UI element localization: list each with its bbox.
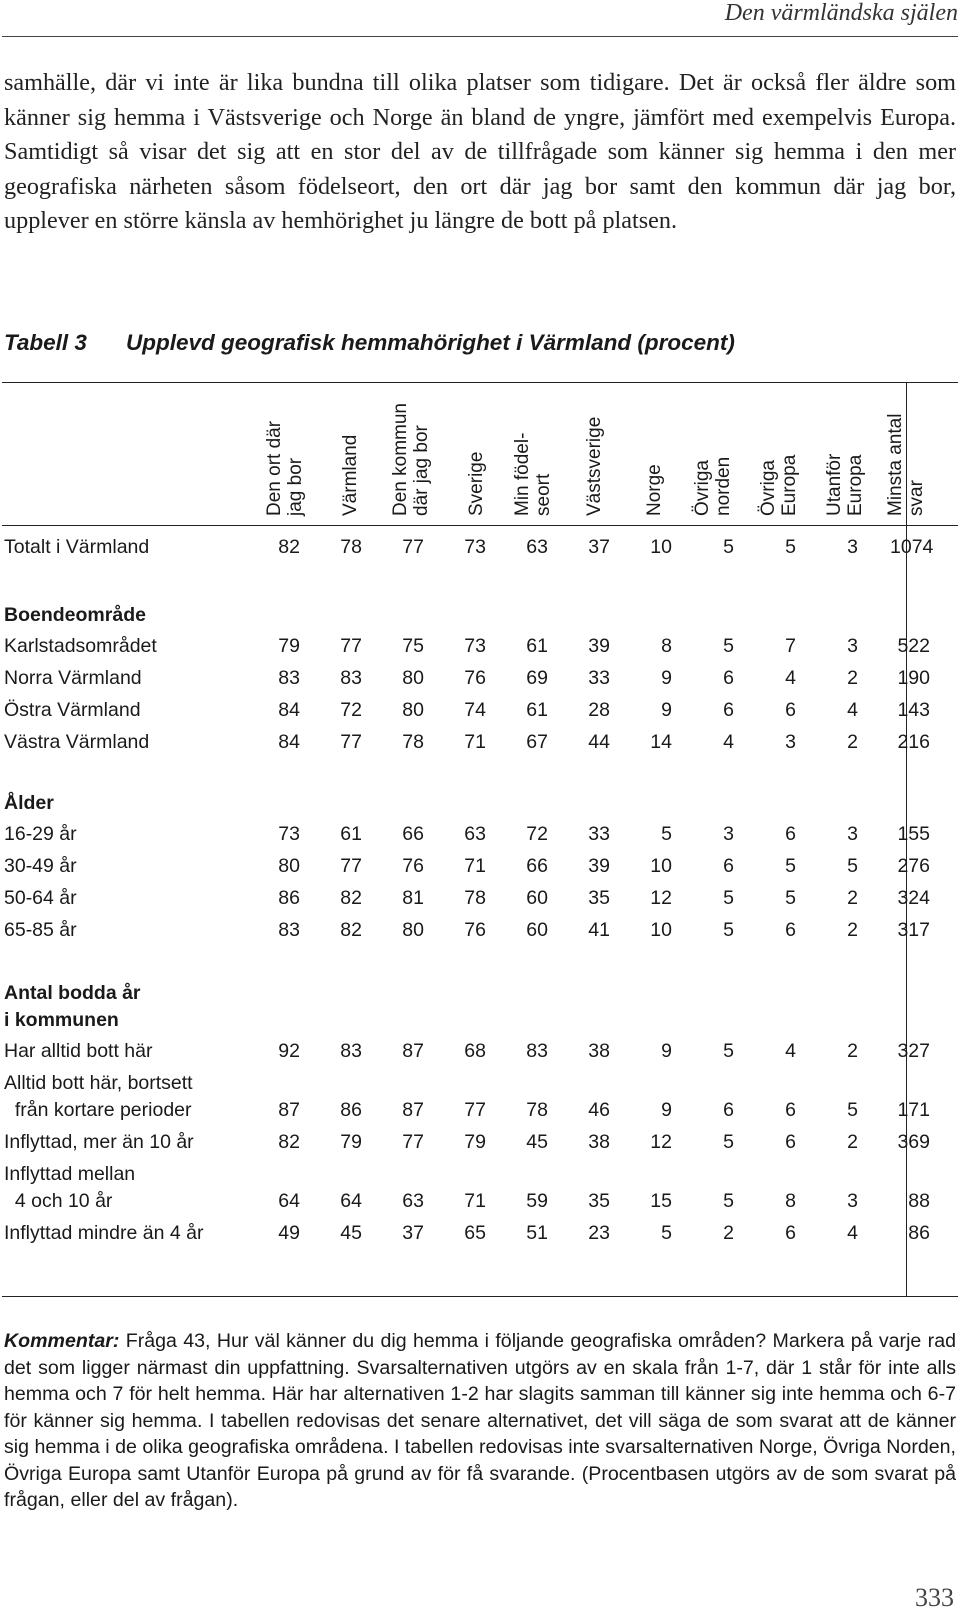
table-cell: 83	[340, 667, 362, 689]
table-cell: 2	[847, 1131, 858, 1153]
row-label: 16-29 år	[4, 823, 77, 845]
table-cell: 80	[402, 667, 424, 689]
table-cell: 6	[785, 823, 796, 845]
table-cell: 73	[278, 823, 300, 845]
table-cell: 71	[464, 731, 486, 753]
page-number: 333	[915, 1583, 954, 1612]
table-cell: 78	[526, 1099, 548, 1121]
table-cell: 10	[650, 919, 672, 941]
column-header	[466, 452, 487, 516]
table-cell: 67	[526, 731, 548, 753]
table-cell: 4	[723, 731, 734, 753]
table-cell: 3	[847, 823, 858, 845]
table-cell: 6	[785, 1131, 796, 1153]
table-cell: 37	[402, 1222, 424, 1244]
row-label: Karlstadsområdet	[4, 635, 157, 657]
table-cell: 6	[723, 667, 734, 689]
table-cell: 66	[402, 823, 424, 845]
table-cell: 38	[588, 1040, 610, 1062]
table-cell: 6	[723, 1099, 734, 1121]
column-header-line: norden	[713, 456, 734, 516]
table-cell: 65	[464, 1222, 486, 1244]
table-cell: 41	[588, 919, 610, 941]
row-label: Inflyttad mindre än 4 år	[4, 1222, 204, 1244]
table-cell: 12	[650, 1131, 672, 1153]
column-header	[584, 417, 605, 516]
row-label: Västra Värmland	[4, 731, 150, 753]
table-cell: 78	[402, 731, 424, 753]
table-cell: 9	[661, 699, 672, 721]
table-cell: 190	[897, 667, 930, 689]
table-cell: 69	[526, 667, 548, 689]
table-cell: 5	[661, 823, 672, 845]
table-cell: 15	[650, 1190, 672, 1212]
table-cell: 4	[847, 699, 858, 721]
table-cell: 49	[278, 1222, 300, 1244]
column-header-line: Övriga	[758, 460, 779, 516]
table-cell: 1074	[890, 536, 934, 558]
table-cell: 82	[278, 536, 300, 558]
table-cell: 81	[402, 887, 424, 909]
table-cell: 82	[278, 1131, 300, 1153]
table-cell: 5	[723, 536, 734, 558]
table-cell: 60	[526, 887, 548, 909]
table-cell: 75	[402, 635, 424, 657]
table-cell: 327	[897, 1040, 930, 1062]
table-caption-title: Upplevd geografisk hemmahörighet i Värmland (procent)	[126, 330, 735, 355]
row-label: Har alltid bott här	[4, 1040, 153, 1062]
intro-paragraph: samhälle, där vi inte är lika bundna till olika platser som tidigare. Det är också fler äldre som känner sig hemma i Västsverige och Norge än bland de yngre, jämfört med exempelvis Europa. Samtidigt så visar det sig att en stor del av de tillfrågade som känner sig hemma i den mer geografiska närheten såsom födelseort, den ort där jag bor samt den kommun där jag bor, upplever en större känsla av hemhörighet ju längre de bott på platsen.	[4, 69, 956, 235]
table-cell: 5	[723, 887, 734, 909]
table-cell: 35	[588, 1190, 610, 1212]
table-cell: 45	[526, 1131, 548, 1153]
table-cell: 6	[785, 919, 796, 941]
row-label: Östra Värmland	[4, 699, 141, 721]
table-cell: 77	[340, 635, 362, 657]
table-cell: 5	[785, 536, 796, 558]
table-cell: 216	[897, 731, 930, 753]
table-cell: 5	[723, 1131, 734, 1153]
column-header-line: Norge	[644, 464, 665, 516]
table-row	[0, 853, 960, 880]
column-header-line: seort	[533, 473, 554, 516]
table-cell: 6	[723, 855, 734, 877]
table-cell: 77	[402, 1131, 424, 1153]
column-header-line: Minsta antal	[885, 413, 906, 516]
table-caption	[4, 330, 735, 356]
table-cell: 63	[526, 536, 548, 558]
table-cell: 78	[464, 887, 486, 909]
table-row	[0, 729, 960, 756]
table-cell: 78	[340, 536, 362, 558]
table-cell: 84	[278, 699, 300, 721]
column-header	[885, 414, 927, 516]
row-label: Inflyttad mellan	[4, 1163, 136, 1185]
table-cell: 72	[526, 823, 548, 845]
row-label: Inflyttad, mer än 10 år	[4, 1131, 194, 1153]
row-label: Alltid bott här, bortsett	[4, 1072, 193, 1094]
column-header-line: Den ort där	[264, 420, 285, 516]
table-cell: 82	[340, 919, 362, 941]
table-cell: 8	[785, 1190, 796, 1212]
table-cell: 73	[464, 635, 486, 657]
table-cell: 88	[908, 1190, 930, 1212]
row-label: 65-85 år	[4, 919, 77, 941]
table-cell: 2	[847, 919, 858, 941]
table-cell: 76	[464, 667, 486, 689]
table-header-rule	[2, 525, 958, 526]
table-cell: 79	[464, 1131, 486, 1153]
table-cell: 9	[661, 667, 672, 689]
table-cell: 51	[526, 1222, 548, 1244]
column-header-line: Övriga	[692, 460, 713, 516]
column-header-line: Sverige	[466, 451, 487, 516]
group-heading: Ålder	[4, 792, 54, 814]
table-cell: 63	[464, 823, 486, 845]
table-cell: 5	[847, 1099, 858, 1121]
table-cell: 4	[785, 667, 796, 689]
table-cell: 83	[340, 1040, 362, 1062]
table-cell: 83	[526, 1040, 548, 1062]
table-cell: 3	[847, 635, 858, 657]
column-header	[512, 433, 554, 516]
table-row	[0, 917, 960, 944]
column-header-line: Utanför	[824, 453, 845, 516]
table-cell: 28	[588, 699, 610, 721]
table-cell: 3	[847, 1190, 858, 1212]
column-header-line: Min födel-	[512, 432, 533, 516]
table-cell: 5	[723, 1040, 734, 1062]
table-cell: 155	[897, 823, 930, 845]
table-cell: 5	[723, 1190, 734, 1212]
column-header-line: Europa	[845, 454, 866, 516]
column-header	[758, 455, 800, 516]
table-cell: 64	[340, 1190, 362, 1212]
table-cell: 80	[278, 855, 300, 877]
table-cell: 59	[526, 1190, 548, 1212]
table-cell: 2	[847, 887, 858, 909]
column-header-line: jag bor	[285, 457, 306, 516]
table-cell: 38	[588, 1131, 610, 1153]
table-cell: 68	[464, 1040, 486, 1062]
table-cell: 6	[785, 1222, 796, 1244]
table-cell: 143	[897, 699, 930, 721]
table-cell: 86	[908, 1222, 930, 1244]
row-label: 30-49 år	[4, 855, 77, 877]
table-cell: 76	[402, 855, 424, 877]
table-cell: 72	[340, 699, 362, 721]
table-cell: 4	[785, 1040, 796, 1062]
table-cell: 77	[402, 536, 424, 558]
table-row	[0, 1038, 960, 1065]
table-cell: 317	[897, 919, 930, 941]
row-label: Norra Värmland	[4, 667, 142, 689]
table-cell: 77	[340, 855, 362, 877]
table-cell: 66	[526, 855, 548, 877]
table-cell: 61	[526, 635, 548, 657]
table-comment	[4, 1328, 956, 1514]
table-cell: 39	[588, 855, 610, 877]
row-label: från kortare perioder	[4, 1099, 192, 1121]
table-cell: 3	[847, 536, 858, 558]
table-row	[0, 1161, 960, 1215]
table-cell: 7	[785, 635, 796, 657]
table-cell: 39	[588, 635, 610, 657]
table-cell: 83	[278, 919, 300, 941]
comment-text: Fråga 43, Hur väl känner du dig hemma i följande geografiska områden? Markera på varje rad det som ligger närmast din uppfattning. Svarsalternativen utgörs av en skala från 1-7, där 1 står för inte alls hemma och 7 för helt hemma. Här har alternativen 1-2 har slagits samman till känner sig inte hemma och 6-7 för känner sig hemma. I tabellen redovisas det senare alternativet, det vill säga de som svarat att de känner sig hemma i de olika geografiska områdena. I tabellen redovisas inte svarsalternativen Norge, Övriga Norden, Övriga Europa samt Utanför Europa på grund av för få svarande. (Procentbasen utgörs av de som svarat på frågan, eller del av frågan).	[4, 1330, 956, 1511]
header-rule	[2, 36, 958, 37]
column-header-line: där jag bor	[411, 425, 432, 516]
table-cell: 6	[785, 1099, 796, 1121]
table-cell: 5	[661, 1222, 672, 1244]
table-top-rule	[2, 382, 958, 383]
table-cell: 9	[661, 1099, 672, 1121]
table-row	[0, 697, 960, 724]
table-cell: 84	[278, 731, 300, 753]
table-cell: 87	[402, 1040, 424, 1062]
table-cell: 5	[785, 887, 796, 909]
table-cell: 5	[785, 855, 796, 877]
column-header-line: Västsverige	[584, 416, 605, 516]
column-header	[390, 403, 432, 516]
column-header	[264, 421, 306, 516]
table-row	[0, 1070, 960, 1124]
table-cell: 76	[464, 919, 486, 941]
table-cell: 3	[723, 823, 734, 845]
column-header-line: svar	[906, 480, 927, 516]
table-cell: 23	[588, 1222, 610, 1244]
table-cell: 2	[847, 1040, 858, 1062]
table-cell: 8	[661, 635, 672, 657]
column-header-line: Värmland	[340, 434, 361, 516]
table-cell: 77	[340, 731, 362, 753]
table-cell: 33	[588, 667, 610, 689]
table-cell: 5	[723, 919, 734, 941]
table-cell: 79	[340, 1131, 362, 1153]
table-cell: 64	[278, 1190, 300, 1212]
row-label: 4 och 10 år	[4, 1190, 113, 1212]
group-heading: Boendeområde	[4, 604, 146, 626]
table-row	[0, 665, 960, 692]
table-cell: 71	[464, 1190, 486, 1212]
table-cell: 171	[897, 1099, 930, 1121]
group-heading: Antal bodda år	[4, 982, 141, 1004]
table-cell: 87	[402, 1099, 424, 1121]
table-cell: 276	[897, 855, 930, 877]
column-header-line: Den kommun	[390, 403, 411, 516]
column-header	[692, 457, 734, 516]
table-cell: 6	[785, 699, 796, 721]
table-cell: 4	[847, 1222, 858, 1244]
column-header	[340, 435, 361, 516]
table-cell: 5	[723, 635, 734, 657]
column-header	[824, 454, 866, 516]
table-cell: 74	[464, 699, 486, 721]
table-row-total	[0, 534, 960, 564]
comment-label: Kommentar:	[4, 1330, 120, 1352]
table-cell: 14	[650, 731, 672, 753]
table-cell: 79	[278, 635, 300, 657]
table-cell: 44	[588, 731, 610, 753]
table-cell: 87	[278, 1099, 300, 1121]
table-cell: 60	[526, 919, 548, 941]
row-label: Totalt i Värmland	[4, 536, 150, 558]
table-cell: 82	[340, 887, 362, 909]
table-cell: 9	[661, 1040, 672, 1062]
table-cell: 86	[340, 1099, 362, 1121]
table-cell: 324	[897, 887, 930, 909]
table-cell: 37	[588, 536, 610, 558]
table-cell: 33	[588, 823, 610, 845]
table-cell: 10	[650, 536, 672, 558]
table-cell: 5	[847, 855, 858, 877]
table-cell: 73	[464, 536, 486, 558]
table-cell: 369	[897, 1131, 930, 1153]
table-row	[0, 1220, 960, 1247]
table-cell: 63	[402, 1190, 424, 1212]
table-cell: 2	[847, 667, 858, 689]
table-cell: 92	[278, 1040, 300, 1062]
table-cell: 3	[785, 731, 796, 753]
table-row	[0, 1129, 960, 1156]
table-cell: 522	[897, 635, 930, 657]
table-cell: 80	[402, 699, 424, 721]
column-header	[644, 464, 665, 516]
column-header-line: Europa	[779, 454, 800, 516]
table-cell: 10	[650, 855, 672, 877]
table-caption-label: Tabell 3	[4, 330, 87, 355]
table-bottom-rule	[2, 1296, 958, 1297]
table-row	[0, 885, 960, 912]
table-cell: 35	[588, 887, 610, 909]
table-cell: 46	[588, 1099, 610, 1121]
table-cell: 61	[340, 823, 362, 845]
table-cell: 12	[650, 887, 672, 909]
table-cell: 2	[723, 1222, 734, 1244]
group-heading: i kommunen	[4, 1009, 119, 1031]
table-cell: 71	[464, 855, 486, 877]
table-row	[0, 821, 960, 848]
table-cell: 61	[526, 699, 548, 721]
running-header: Den värmländska själen	[724, 0, 958, 26]
row-label: 50-64 år	[4, 887, 77, 909]
table-row	[0, 633, 960, 660]
table-cell: 86	[278, 887, 300, 909]
table-cell: 6	[723, 699, 734, 721]
table-cell: 45	[340, 1222, 362, 1244]
table-cell: 77	[464, 1099, 486, 1121]
table-cell: 2	[847, 731, 858, 753]
table-cell: 80	[402, 919, 424, 941]
table-cell: 83	[278, 667, 300, 689]
